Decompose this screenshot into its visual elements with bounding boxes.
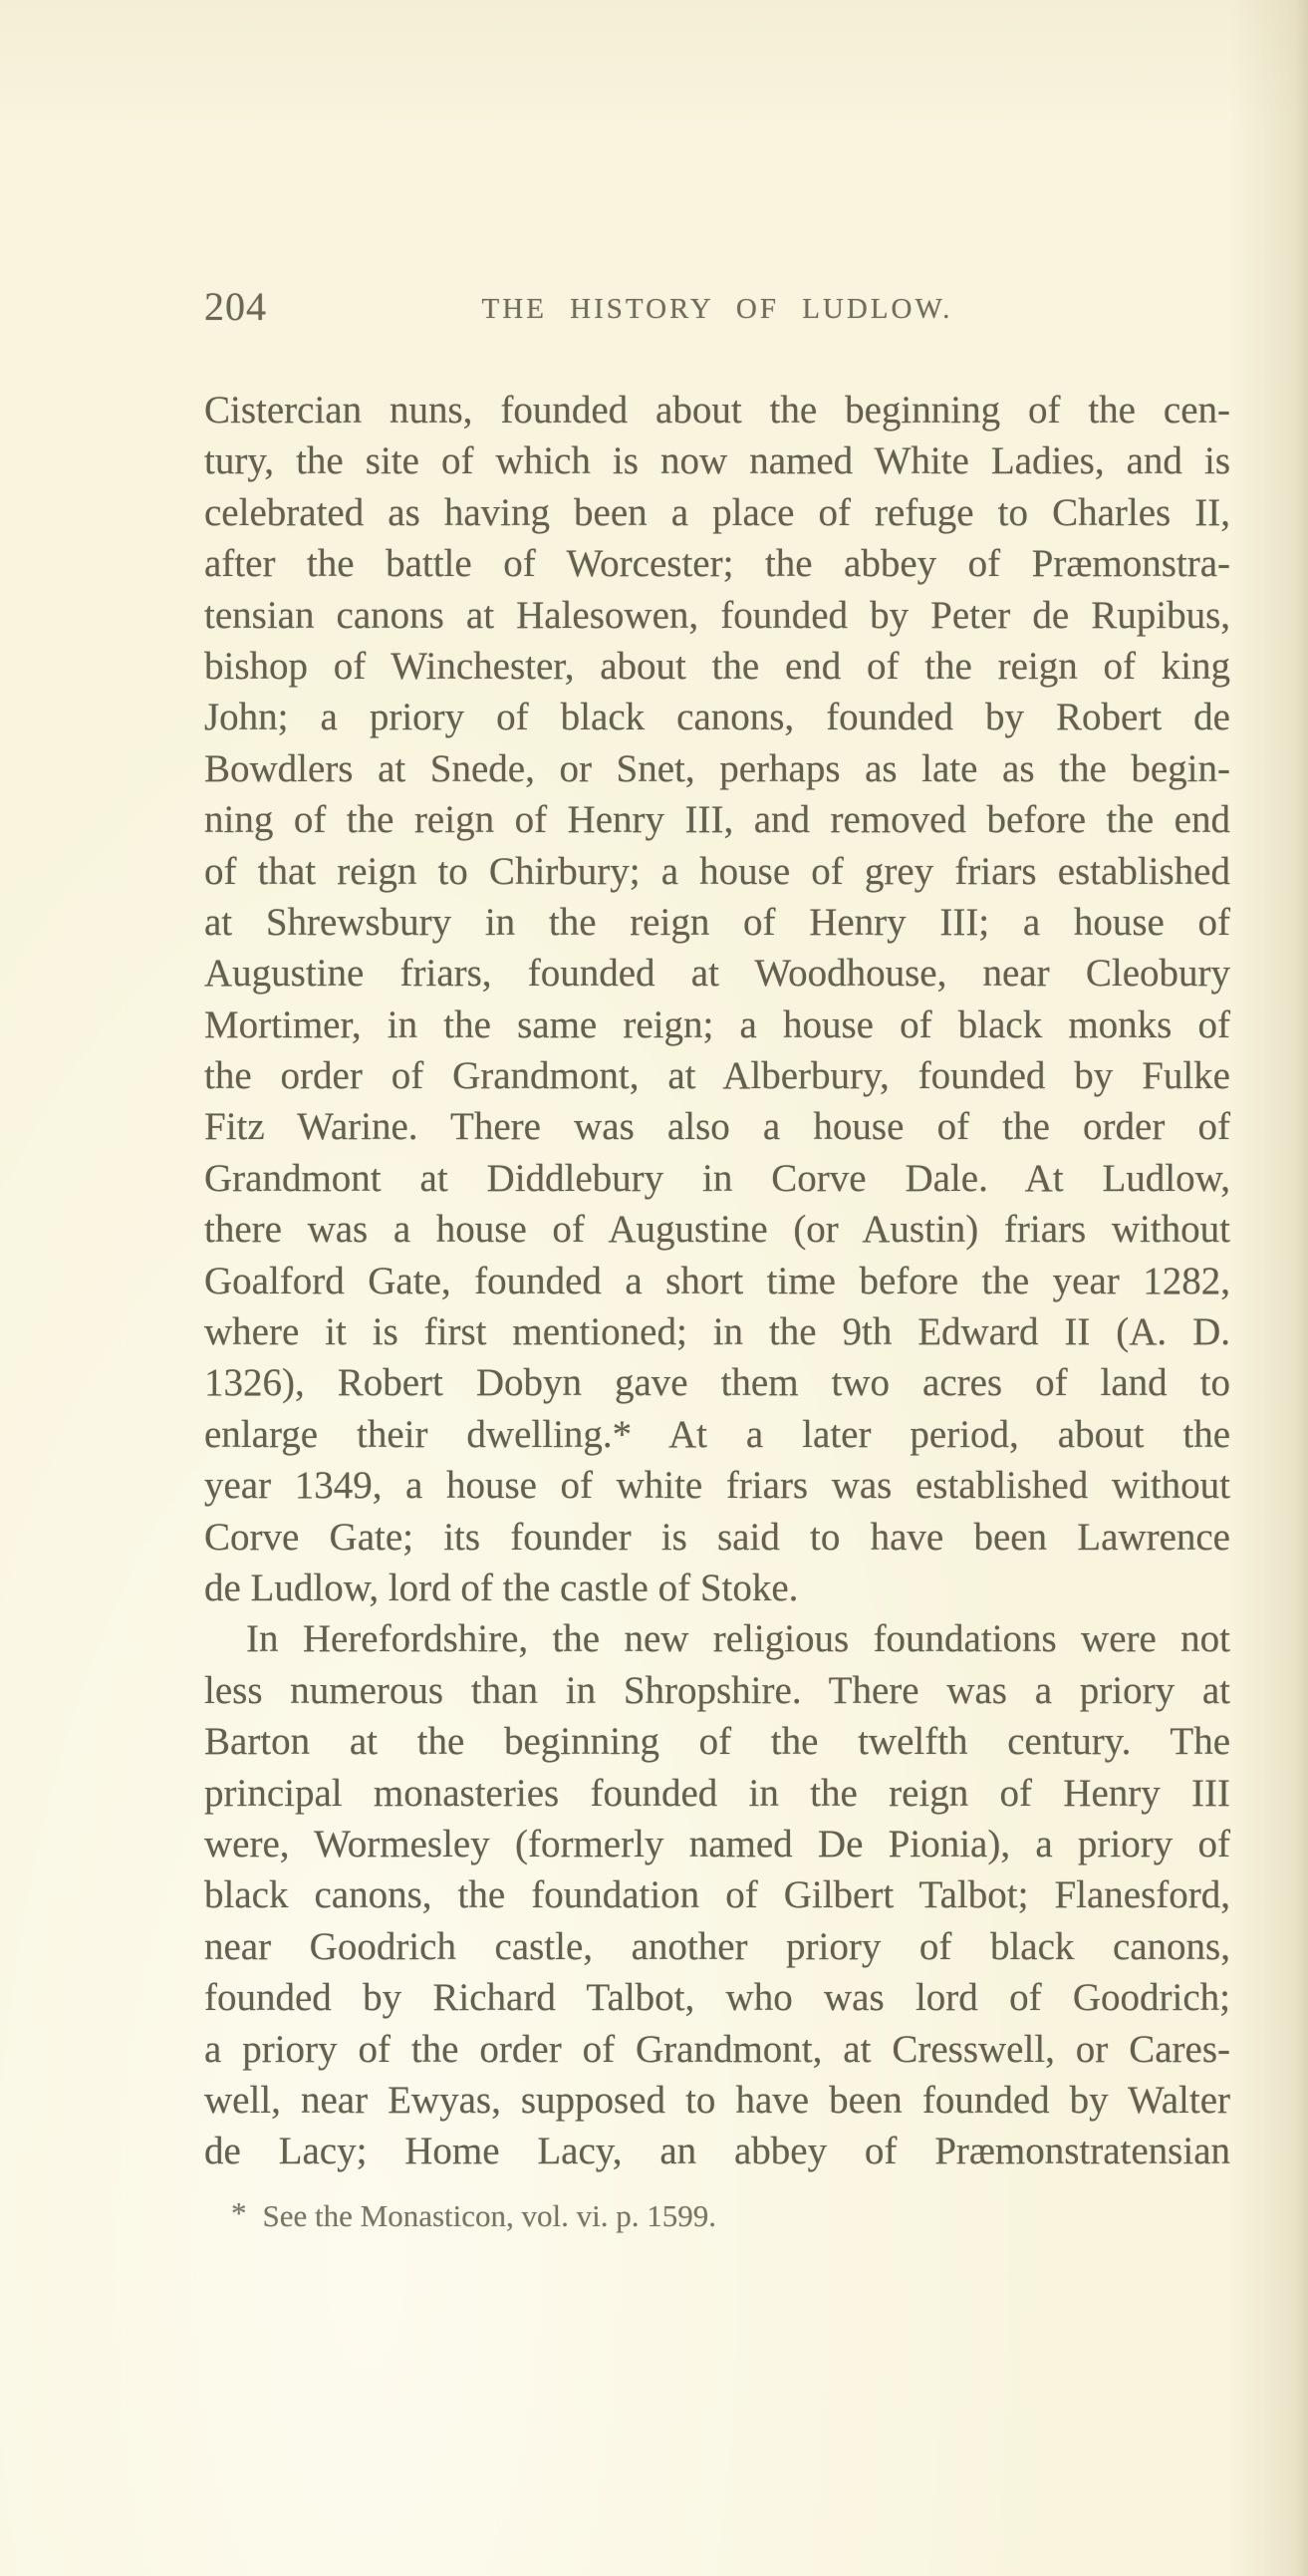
running-head: [204, 284, 1230, 333]
text-line: well, near Ewyas, supposed to have been founded by Walter: [204, 2078, 1230, 2122]
text-line: of that reign to Chirbury; a house of grey friars established: [204, 849, 1230, 893]
text-line: 1326), Robert Dobyn gave them two acres of land to: [204, 1361, 1230, 1405]
text-line: a priory of the order of Grandmont, at Cresswell, or Cares-: [204, 2027, 1230, 2071]
page-body: [204, 385, 1230, 2177]
text-line: John; a priory of black canons, founded by Robert de: [204, 696, 1230, 739]
paragraph: [204, 385, 1230, 1613]
text-line: celebrated as having been a place of refuge to Charles II,: [204, 490, 1230, 534]
text-line: In Herefordshire, the new religious foundations were not: [246, 1617, 1230, 1661]
paragraph: [204, 1613, 1230, 2176]
text-line: at Shrewsbury in the reign of Henry III; a house of: [204, 900, 1230, 944]
text-line: Corve Gate; its founder is said to have been Lawrence: [204, 1515, 1230, 1559]
footnote-marker-icon: *: [231, 2195, 247, 2230]
text-line: Augustine friars, founded at Woodhouse, near Cleobury: [204, 952, 1230, 996]
text-line: where it is first mentioned; in the 9th Edward II (A. D.: [204, 1310, 1230, 1354]
text-line: principal monasteries founded in the reign of Henry III: [204, 1771, 1230, 1815]
text-line: Goalford Gate, founded a short time before the year 1282,: [204, 1259, 1230, 1302]
text-line: less numerous than in Shropshire. There was a priory at: [204, 1668, 1230, 1712]
page-number: 204: [204, 284, 267, 329]
text-line: ning of the reign of Henry III, and removed before the end: [204, 798, 1230, 842]
text-line: de Lacy; Home Lacy, an abbey of Præmonstratensian: [204, 2130, 1230, 2173]
text-line: Mortimer, in the same reign; a house of black monks of: [204, 1002, 1230, 1046]
text-line: tury, the site of which is now named White Ladies, and is: [204, 439, 1230, 483]
footnote: [231, 2196, 1227, 2236]
text-line: year 1349, a house of white friars was established without: [204, 1464, 1230, 1508]
text-line: black canons, the foundation of Gilbert Talbot; Flanesford,: [204, 1873, 1230, 1917]
text-line: there was a house of Augustine (or Austin) friars without: [204, 1208, 1230, 1252]
text-line: Cistercian nuns, founded about the beginning of the cen-: [204, 389, 1230, 431]
text-line: Barton at the beginning of the twelfth century. The: [204, 1720, 1230, 1764]
text-line: de Ludlow, lord of the castle of Stoke.: [204, 1566, 799, 1609]
text-line: after the battle of Worcester; the abbey of Præmonstra-: [204, 542, 1230, 586]
text-line: Grandmont at Diddlebury in Corve Dale. At Ludlow,: [204, 1156, 1230, 1200]
footnote-text: See the Monasticon, vol. vi. p. 1599.: [262, 2198, 716, 2233]
text-line: Bowdlers at Snede, or Snet, perhaps as late as the begin-: [204, 746, 1230, 790]
text-line: founded by Richard Talbot, who was lord of Goodrich;: [204, 1976, 1230, 2020]
text-line: were, Wormesley (formerly named De Pionia), a priory of: [204, 1822, 1230, 1865]
text-line: enlarge their dwelling.* At a later period, about the: [204, 1412, 1230, 1456]
text-line: tensian canons at Halesowen, founded by Peter de Rupibus,: [204, 593, 1230, 637]
text-line: the order of Grandmont, at Alberbury, founded by Fulke: [204, 1054, 1230, 1098]
text-line: near Goodrich castle, another priory of black canons,: [204, 1924, 1230, 1968]
text-line: Fitz Warine. There was also a house of the order of: [204, 1105, 1230, 1149]
text-line: bishop of Winchester, about the end of the reign of king: [204, 644, 1230, 688]
running-title: THE HISTORY OF LUDLOW.: [481, 293, 953, 325]
